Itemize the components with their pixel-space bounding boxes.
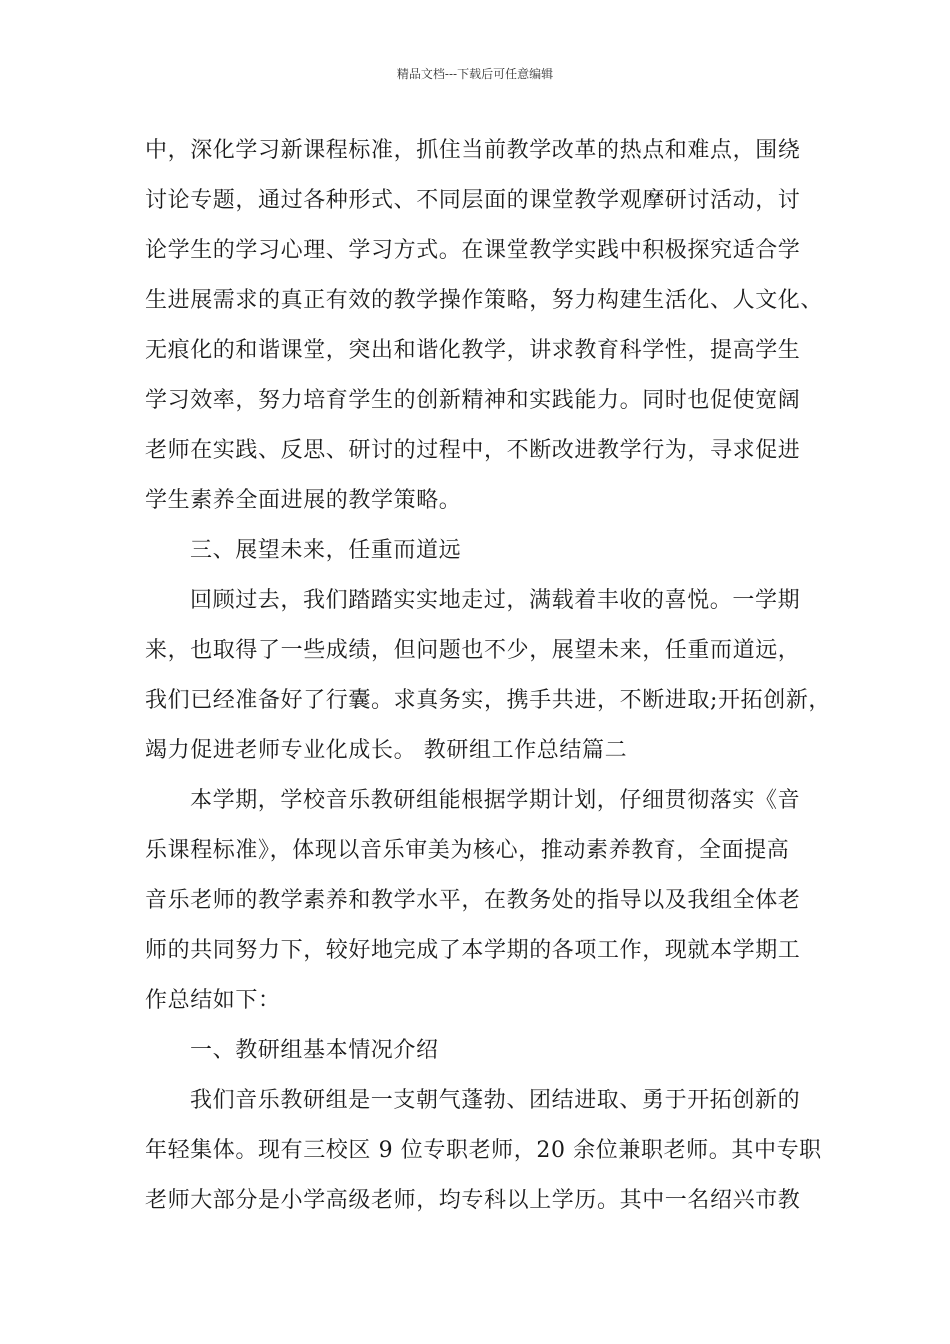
body-line: 生进展需求的真正有效的教学操作策略，努力构建生活化、人文化、 <box>145 288 824 313</box>
page-header: 精品文档---下载后可任意编辑 <box>396 67 554 81</box>
body-line: 无痕化的和谐课堂，突出和谐化教学，讲求教育科学性，提高学生 <box>145 338 801 363</box>
body-line: 学习效率，努力培育学生的创新精神和实践能力。同时也促使宽阔 <box>145 388 801 413</box>
body-line: 竭力促进老师专业化成长。 教研组工作总结篇二 <box>145 738 628 763</box>
section-heading: 一、教研组基本情况介绍 <box>190 1038 439 1063</box>
body-line: 讨论专题，通过各种形式、不同层面的课堂教学观摩研讨活动，讨 <box>145 188 801 213</box>
body-line: 年轻集体。现有三校区 9 位专职老师，20 余位兼职老师。其中专职 <box>145 1138 822 1163</box>
body-line: 老师大部分是小学高级老师，均专科以上学历。其中一名绍兴市教 <box>145 1188 801 1213</box>
body-line: 我们音乐教研组是一支朝气蓬勃、团结进取、勇于开拓创新的 <box>190 1088 801 1113</box>
body-line: 学生素养全面进展的教学策略。 <box>145 488 462 513</box>
body-line: 乐课程标准》，体现以音乐审美为核心，推动素养教育，全面提高 <box>145 838 790 863</box>
body-line: 论学生的学习心理、学习方式。在课堂教学实践中积极探究适合学 <box>145 238 801 263</box>
body-line: 本学期，学校音乐教研组能根据学期计划，仔细贯彻落实《音 <box>190 788 801 813</box>
body-line: 师的共同努力下，较好地完成了本学期的各项工作，现就本学期工 <box>145 938 801 963</box>
body-line: 回顾过去，我们踏踏实实地走过，满载着丰收的喜悦。一学期 <box>190 588 801 613</box>
body-line: 老师在实践、反思、研讨的过程中，不断改进教学行为，寻求促进 <box>145 438 801 463</box>
section-heading: 三、展望未来，任重而道远 <box>190 538 462 563</box>
body-line: 音乐老师的教学素养和教学水平，在教务处的指导以及我组全体老 <box>145 888 801 913</box>
body-line: 我们已经准备好了行囊。求真务实，携手共进，不断进取;开拓创新， <box>145 688 832 713</box>
body-line: 作总结如下： <box>145 988 281 1013</box>
body-line: 中，深化学习新课程标准，抓住当前教学改革的热点和难点，围绕 <box>145 138 801 163</box>
body-line: 来，也取得了一些成绩，但问题也不少，展望未来，任重而道远， <box>145 638 801 663</box>
